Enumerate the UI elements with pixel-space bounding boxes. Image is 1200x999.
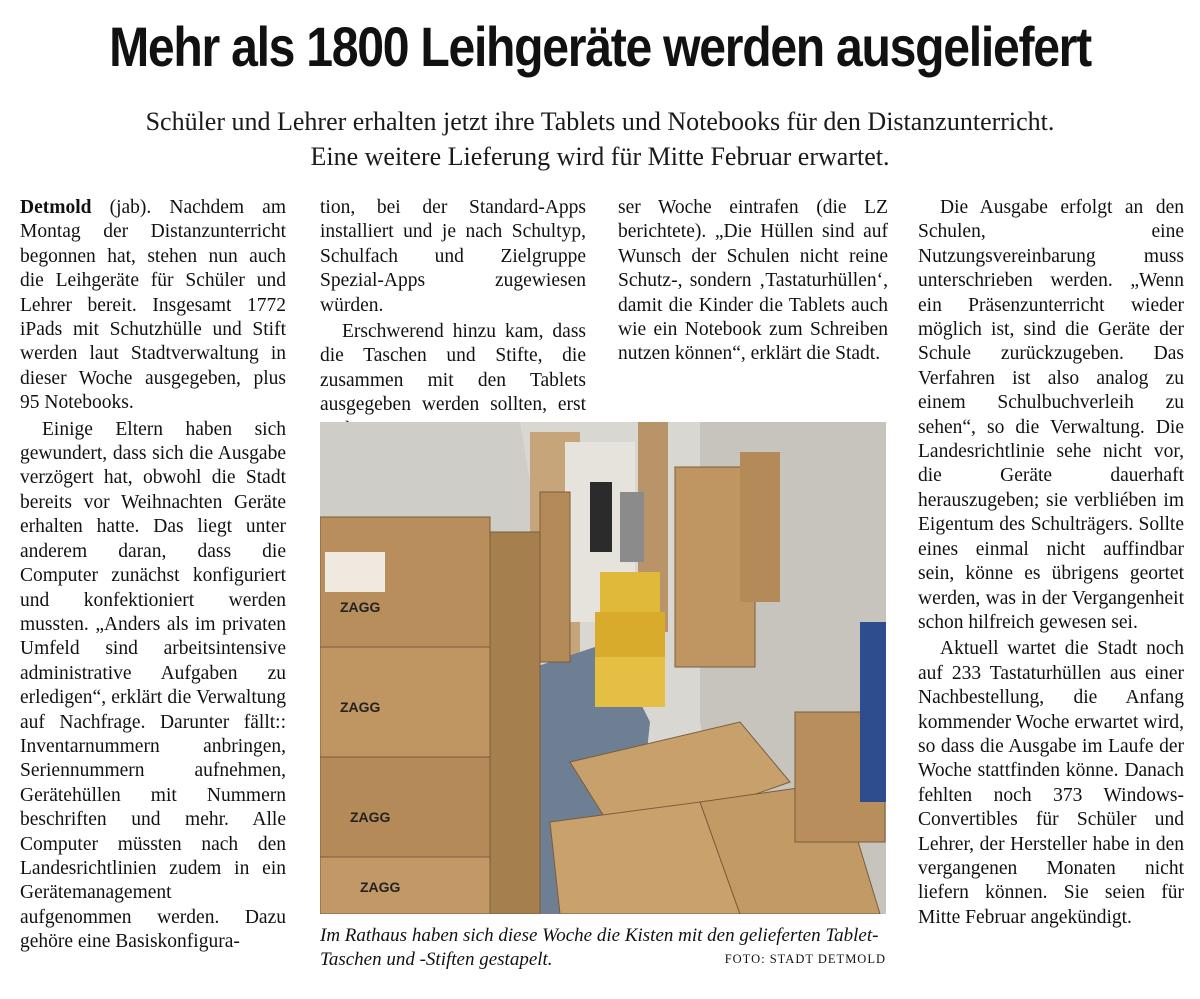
- paragraph: Die Ausgabe erfolgt an den Schulen, eine Nutzungsvereinbarung muss unterschrieben werden. „Wenn ein Präsenzunterricht wieder möglich ist, sind die Geräte der Schule zurückzugeben. Das Verfahren ist also analog zu einem Schulbuchverleih zu sehen“, so die Verwaltung. Die Landesrichtlinie sehe nicht vor, die Geräte dauerhaft herauszugeben; sie verbliében im Eigentum des Schulträgers. Sollte eines einmal nicht auffindbar sein, könne es übrigens geortet werden, was in der Vergangenheit schon hilfreich gewesen sei.: [918, 197, 1184, 633]
- paragraph: tion, bei der Standard-Apps installiert und je nach Schultyp, Schulfach und Zielgruppe Spezial-Apps zugewiesen würden.: [320, 197, 586, 316]
- dateline: Detmold: [20, 197, 92, 218]
- paragraph-text: (jab). Nachdem am Montag der Distanzunterricht begonnen hat, stehen nun auch die Leihgeräte für Schüler und Lehrer bereit. Insgesamt 1772 iPads mit Schutzhülle und Stift werden laut Stadtverwaltung in dieser Woche ausgegeben, plus 95 Notebooks.: [20, 197, 286, 414]
- subheadline-line-2: Eine weitere Lieferung wird für Mitte Februar erwartet.: [310, 142, 890, 171]
- paragraph: Einige Eltern haben sich gewundert, dass sich die Ausgabe verzögert hat, obwohl die Stadt bereits vor Weihnachten Geräte erhalten hatte. Das liegt unter anderem daran, dass die Computer zunächst konfiguriert und konfektioniert werden mussten. „Anders als im privaten Umfeld sind arbeitsintensive administrative Aufgaben zu erledigen“, erklärt die Verwaltung auf Nachfrage. Darunter fällt:: Inventarnummern anbringen, Seriennummern aufnehmen, Gerätehüllen mit Nummern beschriften und mehr. Alle Computer müssten nach den Landesrichtlinien zudem in ein Gerätemanagement aufgenommen werden. Dazu gehöre eine Basiskonfigura-: [20, 418, 286, 953]
- article-headline: Mehr als 1800 Leihgeräte werden ausgeliefert: [109, 15, 1091, 78]
- photo-credit: FOTO: STADT DETMOLD: [724, 952, 886, 966]
- article-column-3: [618, 196, 888, 367]
- paragraph: Erschwerend hinzu kam, dass die Taschen und Stifte, die zusammen mit den Tablets ausgegeben werden sollten, erst: [320, 321, 586, 416]
- article-column-1: [20, 196, 286, 955]
- article-photo: [320, 422, 886, 914]
- box-label: ZAGG: [340, 599, 381, 615]
- subheadline-line-1: Schüler und Lehrer erhalten jetzt ihre Tablets und Notebooks für den Distanzunterricht.: [145, 107, 1055, 136]
- paragraph: Aktuell wartet die Stadt noch auf 233 Tastaturhüllen aus einer Nachbestellung, die Anfang kommender Woche erwartet wird, so dass die Ausgabe im Laufe der Woche stattfinden könne. Danach fehlten noch 373 Windows-Convertibles für Schüler und Lehrer, der Hersteller habe in den vergangenen Monaten nicht liefern können. Sie seien für Mitte Februar angekündigt.: [918, 638, 1184, 928]
- box-label: ZAGG: [360, 879, 401, 895]
- photo-boxes-hallway: [320, 422, 886, 914]
- box-label: ZAGG: [350, 809, 391, 825]
- caption-text: Im Rathaus haben sich diese Woche die Kisten mit den gelieferten Tablet-Taschen und -Stiften gestapelt.: [320, 925, 879, 970]
- box-label: ZAGG: [340, 699, 381, 715]
- article-column-2: [320, 196, 586, 442]
- paragraph: ser Woche eintrafen (die LZ berichtete). „Die Hüllen sind auf Wunsch der Schulen nicht reine Schutz-, sondern ‚Tastaturhüllen‘, damit die Kinder die Tablets auch wie ein Notebook zum Schreiben nutzen können“, erklärt die Stadt.: [618, 197, 888, 365]
- article-column-4: [918, 196, 1184, 930]
- article-subheadline: [0, 104, 1200, 174]
- paragraph: [20, 196, 286, 416]
